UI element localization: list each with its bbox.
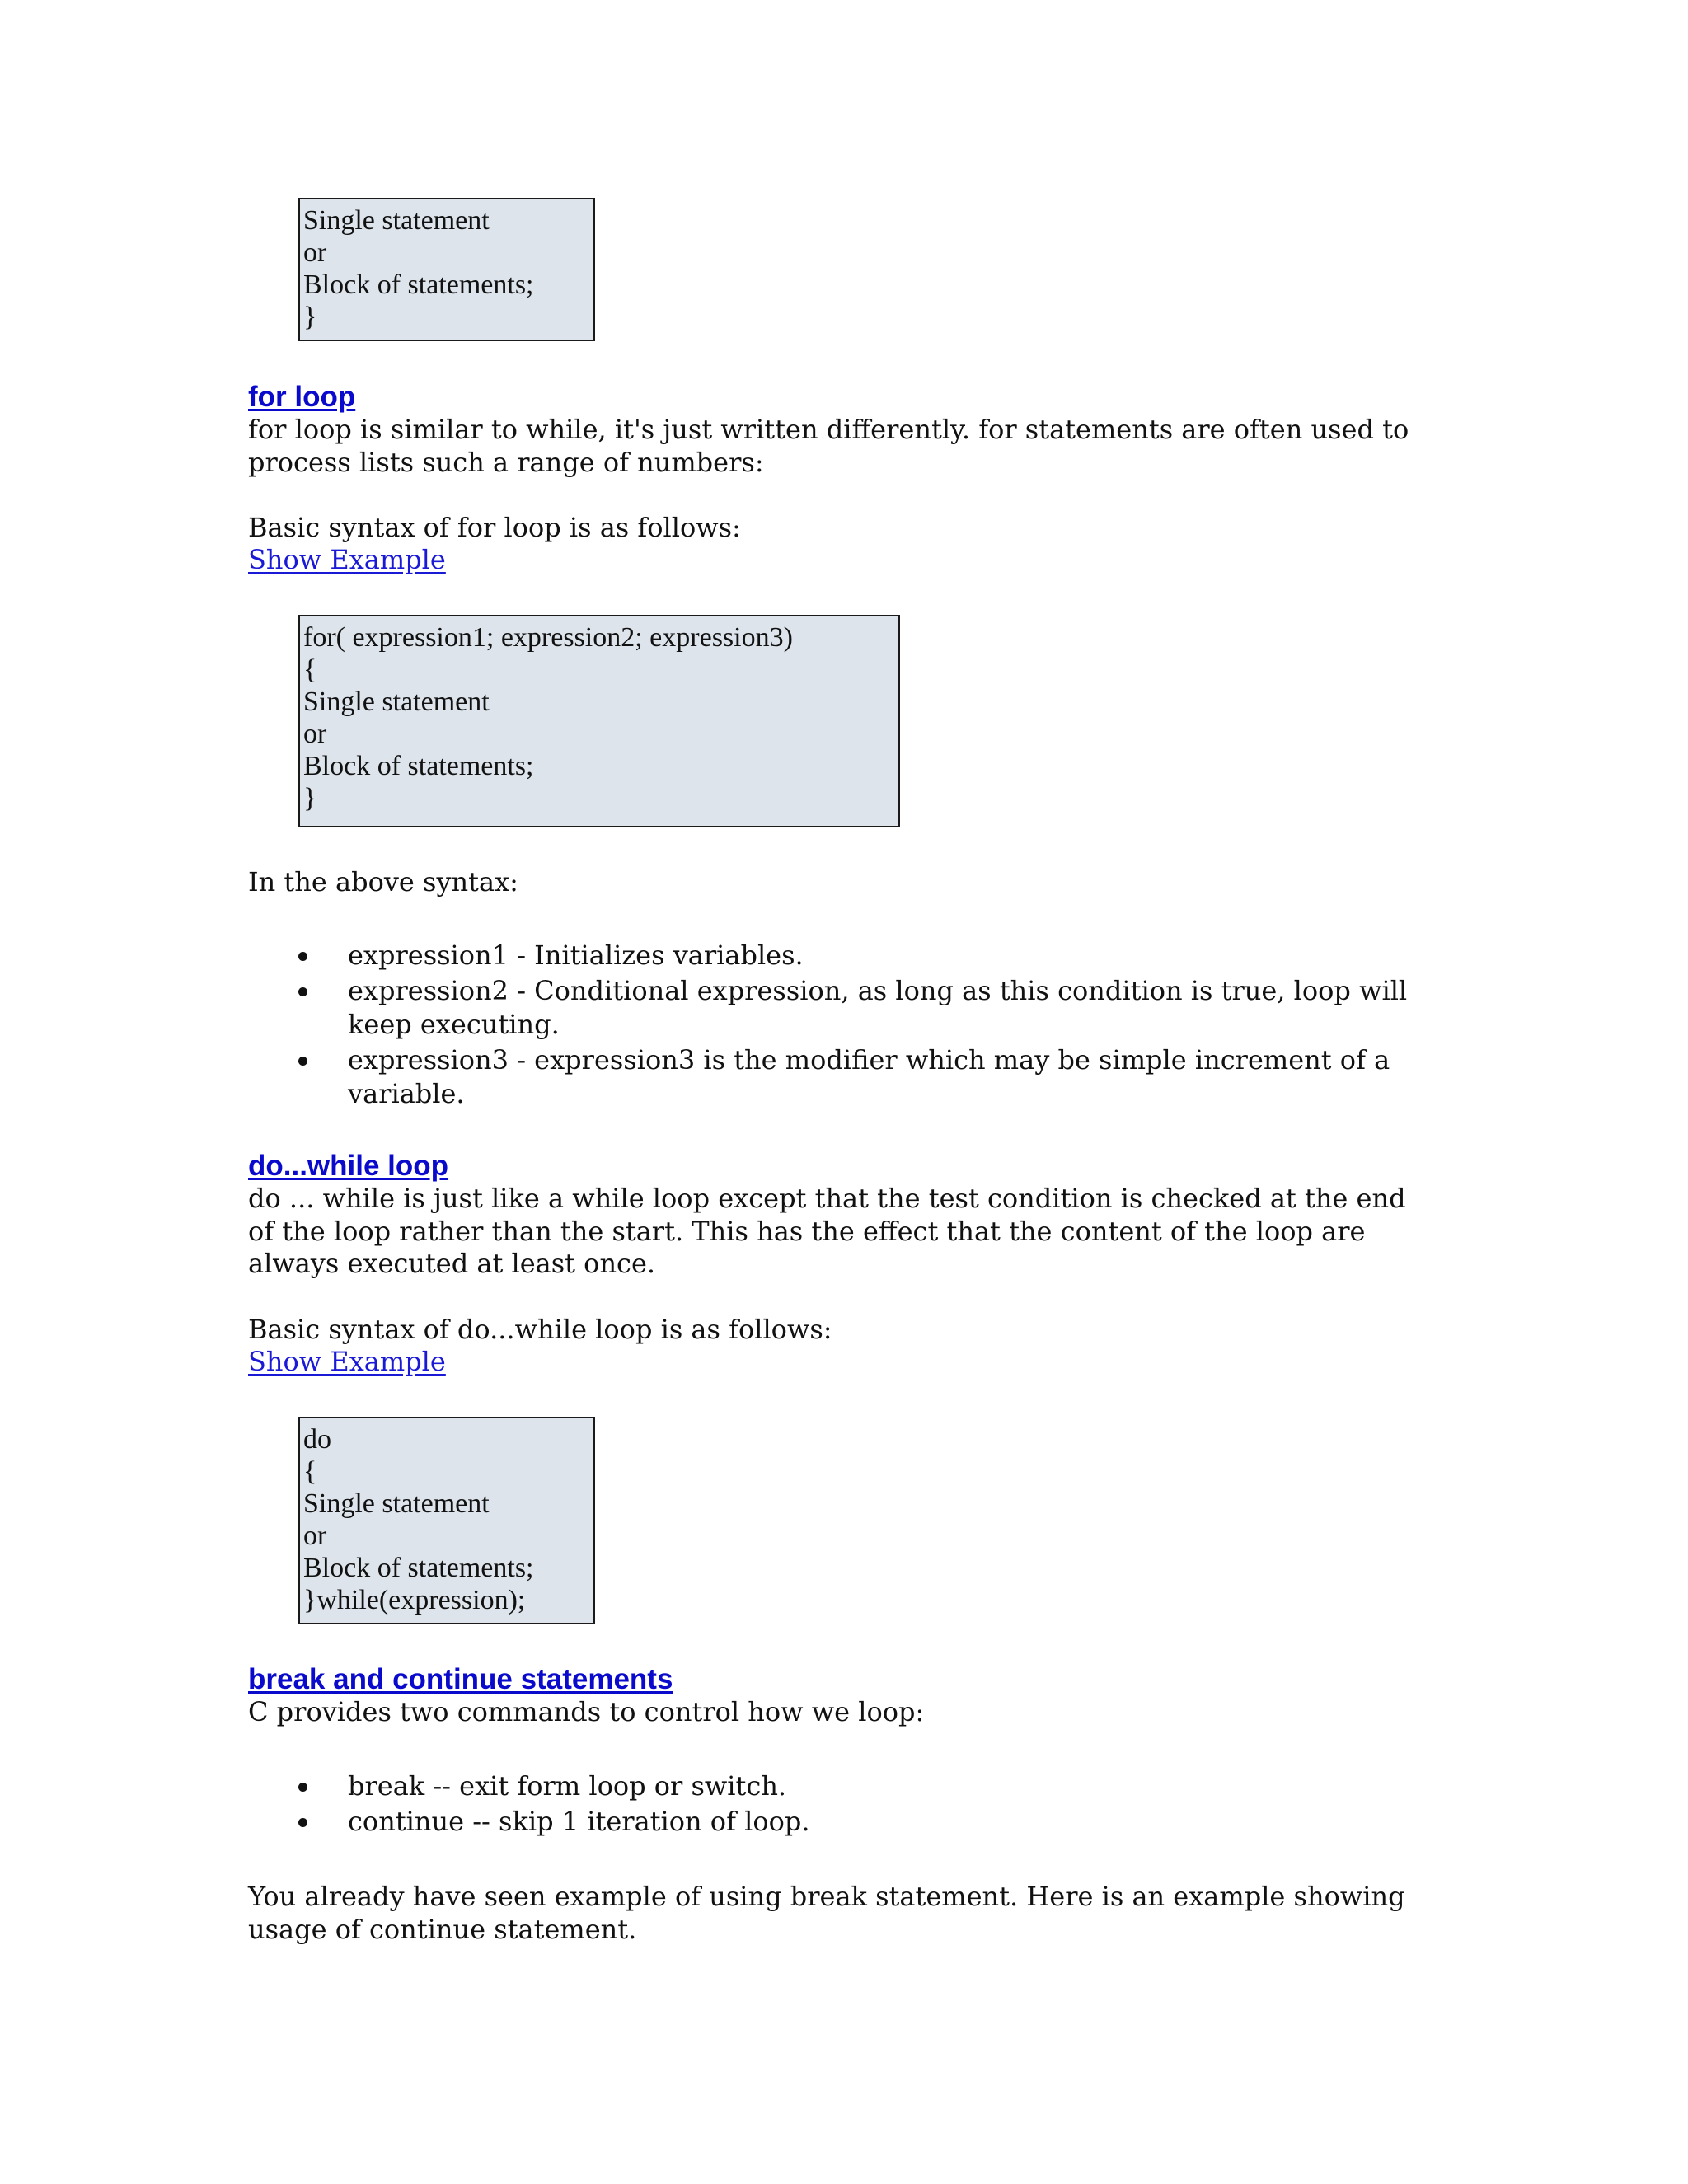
for-loop-intro: for loop is similar to while, it's just written differently. for statements are often used to process lists such a range of numbers:: [248, 414, 1409, 478]
code-line: {: [303, 654, 317, 685]
for-loop-show-example-link[interactable]: Show Example: [248, 544, 446, 575]
above-syntax-text: In the above syntax:: [248, 866, 518, 898]
code-block-top: [298, 198, 595, 341]
list-item-text: break -- exit form loop or switch.: [348, 1770, 787, 1802]
bullet-icon: [298, 1783, 307, 1792]
code-line: or: [303, 719, 327, 749]
do-while-intro: do ... while is just like a while loop except that the test condition is checked at the end of the loop rather than the start. This has the effect that the content of the loop are always executed at least once.: [248, 1183, 1406, 1279]
do-while-show-example-link[interactable]: Show Example: [248, 1346, 446, 1377]
do-while-syntax-intro: Basic syntax of do...while loop is as follows:: [248, 1314, 832, 1345]
list-item-text: expression1 - Initializes variables.: [348, 940, 804, 971]
bullet-icon: [298, 952, 307, 961]
for-loop-bullet-list: [248, 939, 1435, 1113]
list-item-text: expression3 - expression3 is the modifier which may be simple increment of a variable.: [348, 1044, 1390, 1109]
code-line: or: [303, 1521, 327, 1551]
code-line: {: [303, 1456, 317, 1487]
code-line: for( expression1; expression2; expression3): [303, 622, 793, 653]
for-loop-syntax-intro: Basic syntax of for loop is as follows:: [248, 512, 741, 543]
code-line: }while(expression);: [303, 1585, 526, 1615]
break-continue-heading-link[interactable]: break and continue statements: [248, 1663, 673, 1695]
list-item-text: expression2 - Conditional expression, as long as this condition is true, loop will keep executing.: [348, 975, 1408, 1040]
break-continue-outro: You already have seen example of using break statement. Here is an example showing usage of continue statement.: [248, 1881, 1405, 1945]
list-item: [248, 939, 1435, 972]
code-line: }: [303, 302, 317, 332]
code-line: Single statement: [303, 1488, 490, 1519]
break-continue-bullet-list: [248, 1769, 1435, 1840]
list-item: [248, 1805, 1435, 1839]
code-line: do: [303, 1424, 331, 1455]
do-while-heading-link[interactable]: do...while loop: [248, 1150, 449, 1182]
code-line: or: [303, 237, 327, 268]
code-line: Single statement: [303, 687, 490, 717]
code-line: Block of statements;: [303, 1553, 534, 1583]
list-item: [248, 974, 1435, 1042]
bullet-icon: [298, 1057, 307, 1066]
bullet-icon: [298, 987, 307, 996]
list-item: [248, 1043, 1435, 1111]
code-block-for-loop: [298, 615, 900, 827]
break-continue-intro: C provides two commands to control how we loop:: [248, 1696, 925, 1727]
code-line: Block of statements;: [303, 269, 534, 300]
code-line: }: [303, 783, 317, 813]
bullet-icon: [298, 1818, 307, 1827]
list-item-text: continue -- skip 1 iteration of loop.: [348, 1806, 810, 1837]
code-line: Single statement: [303, 205, 490, 236]
for-loop-heading-link[interactable]: for loop: [248, 381, 356, 413]
list-item: [248, 1769, 1435, 1803]
code-block-do-while: [298, 1417, 595, 1624]
code-line: Block of statements;: [303, 751, 534, 781]
